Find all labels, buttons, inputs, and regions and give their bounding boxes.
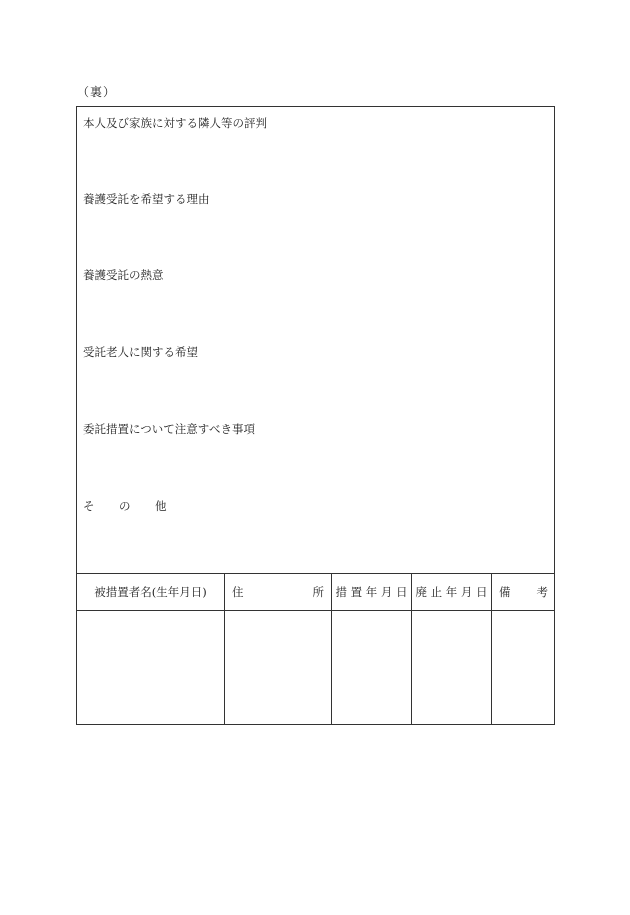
header-address-char-1: 住 — [232, 584, 244, 599]
header-measure-date: 措 置 年 月 日 — [335, 584, 408, 599]
header-remarks-char-2: 考 — [536, 584, 548, 599]
other-char-2: の — [119, 499, 131, 513]
section-notes-label: 委託措置について注意すべき事項 — [83, 422, 256, 436]
section-reason-label: 養護受託を希望する理由 — [83, 192, 210, 206]
header-address-char-2: 所 — [312, 584, 324, 599]
section-other-label — [83, 498, 167, 514]
cell-abolish-date — [412, 610, 491, 724]
header-name: 被措置者名(生年月日) — [94, 584, 207, 599]
cell-measure-date — [332, 610, 411, 724]
section-reputation-label: 本人及び家族に対する隣人等の評判 — [83, 116, 267, 130]
header-abolish-date: 廃 止 年 月 日 — [415, 584, 488, 599]
section-enthusiasm-label: 養護受託の熱意 — [83, 268, 164, 282]
page-side-label: （裏） — [77, 85, 117, 99]
other-char-1: そ — [83, 499, 95, 513]
other-char-3: 他 — [155, 499, 167, 513]
cell-name — [77, 610, 224, 724]
cell-remarks — [492, 610, 555, 724]
form-box — [76, 106, 555, 725]
header-remarks-char-1: 備 — [499, 584, 511, 599]
cell-address — [225, 610, 331, 724]
header-remarks — [492, 573, 555, 610]
section-elder-wishes-label: 受託老人に関する希望 — [83, 345, 198, 359]
header-address — [225, 573, 331, 610]
